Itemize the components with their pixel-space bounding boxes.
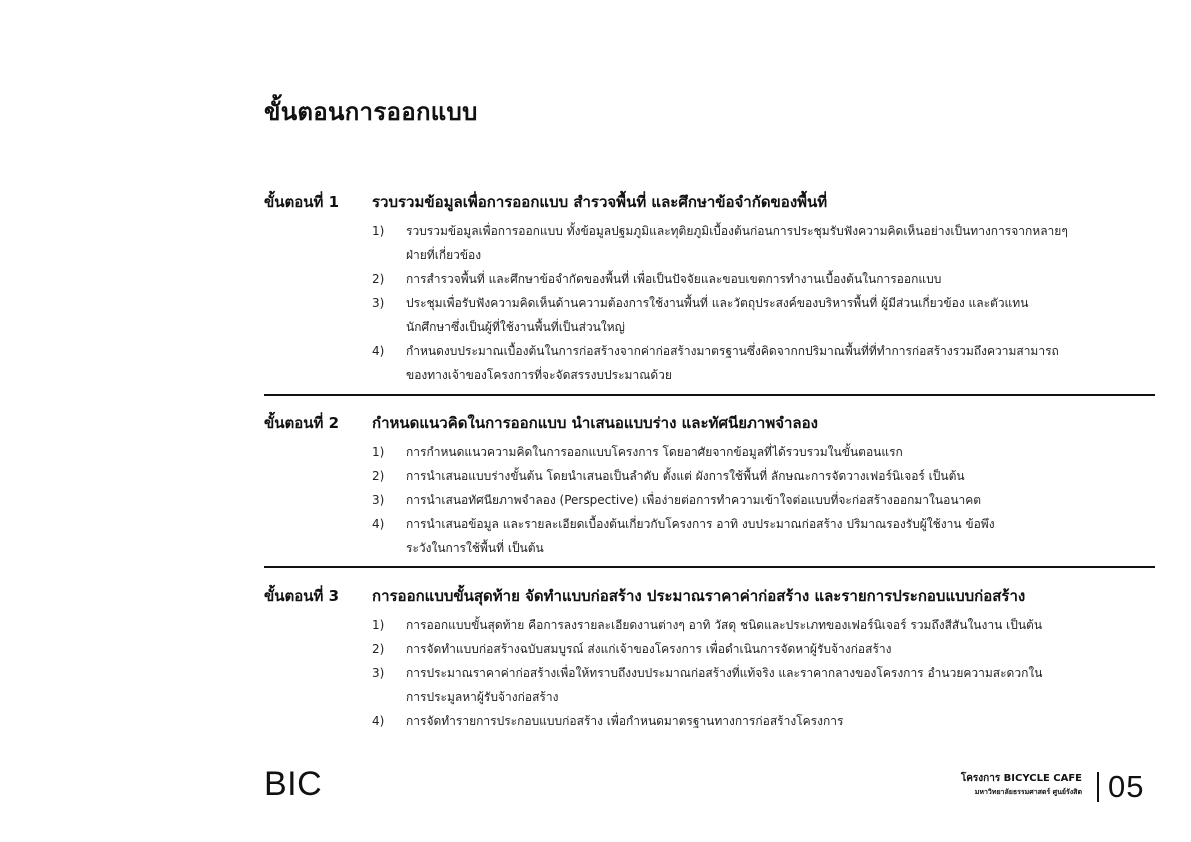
list-item (264, 661, 1155, 709)
item-line: นักศึกษาซึ่งเป็นผู้ที่ใช้งานพื้นที่เป็นส่วนใหญ่ (406, 320, 625, 334)
item-text (406, 440, 1155, 464)
step-heading (264, 584, 1155, 608)
footer-logo: BIC (264, 765, 323, 803)
step-item-list (264, 613, 1155, 733)
step-2 (264, 411, 1155, 560)
page-number: 05 (1108, 769, 1145, 804)
item-line: การจัดทำรายการประกอบแบบก่อสร้าง เพื่อกำหนดมาตรฐานทางการก่อสร้างโครงการ (406, 714, 844, 728)
list-item (264, 613, 1155, 637)
item-text (406, 709, 1155, 733)
item-line: การออกแบบขั้นสุดท้าย คือการลงรายละเอียดงานต่างๆ อาทิ วัสดุ ชนิดและประเภทของเฟอร์นิเจอร์ รวมถึงสีสันในงาน เป็นต้น (406, 618, 1043, 632)
list-item (264, 291, 1155, 339)
footer-project-name: โครงการ BICYCLE CAFE (960, 773, 1082, 784)
step-heading (264, 411, 1155, 435)
item-line: กำหนดงบประมาณเบื้องต้นในการก่อสร้างจากค่าก่อสร้างมาตรฐานซึ่งคิดจากกปริมาณพื้นที่ที่ทำการก่อสร้างรวมถึงความสามารถ (406, 344, 1059, 358)
item-line: ของทางเจ้าของโครงการที่จะจัดสรรงบประมาณด้วย (406, 368, 672, 382)
list-item (264, 219, 1155, 267)
step-3 (264, 584, 1155, 733)
step-heading (264, 190, 1155, 214)
list-item (264, 488, 1155, 512)
item-number: 1) (372, 618, 385, 632)
list-item (264, 512, 1155, 560)
step-title: การออกแบบขั้นสุดท้าย จัดทำแบบก่อสร้าง ประมาณราคาค่าก่อสร้าง และรายการประกอบแบบก่อสร้าง (372, 587, 1026, 605)
item-text (406, 339, 1155, 387)
step-label: ขั้นตอนที่ 3 (264, 587, 340, 605)
step-label: ขั้นตอนที่ 1 (264, 193, 340, 211)
item-number: 4) (372, 344, 385, 358)
item-number: 3) (372, 296, 385, 310)
item-line: การนำเสนอทัศนียภาพจำลอง (Perspective) เพื่อง่ายต่อการทำความเข้าใจต่อแบบที่จะก่อสร้างออกมาในอนาคต (406, 493, 982, 507)
item-number: 2) (372, 469, 385, 483)
item-line: ประชุมเพื่อรับฟังความคิดเห็นด้านความต้องการใช้งานพื้นที่ และวัตถุประสงค์ของบริหารพื้นที่ ผู้มีส่วนเกี่ยวข้อง และตัวแทน (406, 296, 1029, 310)
item-number: 3) (372, 493, 385, 507)
item-line: การประมูลหาผู้รับจ้างก่อสร้าง (406, 690, 559, 704)
item-text (406, 219, 1155, 267)
step-label: ขั้นตอนที่ 2 (264, 414, 340, 432)
item-text (406, 488, 1155, 512)
list-item (264, 440, 1155, 464)
list-item (264, 709, 1155, 733)
item-text (406, 464, 1155, 488)
item-line: การประมาณราคาค่าก่อสร้างเพื่อให้ทราบถึงงบประมาณก่อสร้างที่แท้จริง และราคากลางของโครงการ อำนวยความสะดวกใน (406, 666, 1043, 680)
step-title: รวบรวมข้อมูลเพื่อการออกแบบ สำรวจพื้นที่ และศึกษาข้อจำกัดของพื้นที่ (372, 193, 828, 211)
item-text (406, 637, 1155, 661)
item-line: รวบรวมข้อมูลเพื่อการออกแบบ ทั้งข้อมูลปฐมภูมิและทุติยภูมิเบื้องต้นก่อนการประชุมรับฟังความคิดเห็นอย่างเป็นทางการจากหลายๆ (406, 224, 1068, 238)
section-divider (264, 566, 1155, 568)
item-number: 4) (372, 714, 385, 728)
item-text (406, 512, 1155, 560)
item-number: 3) (372, 666, 385, 680)
item-text (406, 267, 1155, 291)
item-number: 1) (372, 445, 385, 459)
item-line: ระวังในการใช้พื้นที่ เป็นต้น (406, 541, 544, 555)
item-line: การนำเสนอข้อมูล และรายละเอียดเบื้องต้นเกี่ยวกับโครงการ อาทิ งบประมาณก่อสร้าง ปริมาณรองรับผู้ใช้งาน ข้อพึง (406, 517, 995, 531)
item-number: 2) (372, 642, 385, 656)
item-number: 4) (372, 517, 385, 531)
list-item (264, 267, 1155, 291)
item-line: การนำเสนอแบบร่างขั้นต้น โดยนำเสนอเป็นลำดับ ตั้งแต่ ผังการใช้พื้นที่ ลักษณะการจัดวางเฟอร์นิเจอร์ เป็นต้น (406, 469, 965, 483)
item-text (406, 291, 1155, 339)
step-item-list (264, 219, 1155, 387)
step-item-list (264, 440, 1155, 560)
step-1 (264, 190, 1155, 387)
item-line: การจัดทำแบบก่อสร้างฉบับสมบูรณ์ ส่งแก่เจ้าของโครงการ เพื่อดำเนินการจัดหาผู้รับจ้างก่อสร้าง (406, 642, 892, 656)
list-item (264, 339, 1155, 387)
list-item (264, 637, 1155, 661)
footer-divider (1097, 772, 1099, 802)
item-line: การสำรวจพื้นที่ และศึกษาข้อจำกัดของพื้นที่ เพื่อเป็นปัจจัยและขอบเขตการทำงานเบื้องต้นในการออกแบบ (406, 272, 942, 286)
item-line: ฝ่ายที่เกี่ยวข้อง (406, 248, 482, 262)
item-line: การกำหนดแนวความคิดในการออกแบบโครงการ โดยอาศัยจากข้อมูลที่ได้รวบรวมในขั้นตอนแรก (406, 445, 903, 459)
footer-project-info (900, 772, 1082, 798)
list-item (264, 464, 1155, 488)
item-text (406, 613, 1155, 637)
item-text (406, 661, 1155, 709)
footer-university: มหาวิทยาลัยธรรมศาสตร์ ศูนย์รังสิต (974, 788, 1082, 796)
item-number: 1) (372, 224, 385, 238)
page-title: ขั้นตอนการออกแบบ (264, 98, 478, 126)
section-divider (264, 394, 1155, 396)
item-number: 2) (372, 272, 385, 286)
step-title: กำหนดแนวคิดในการออกแบบ นำเสนอแบบร่าง และทัศนียภาพจำลอง (372, 414, 818, 432)
